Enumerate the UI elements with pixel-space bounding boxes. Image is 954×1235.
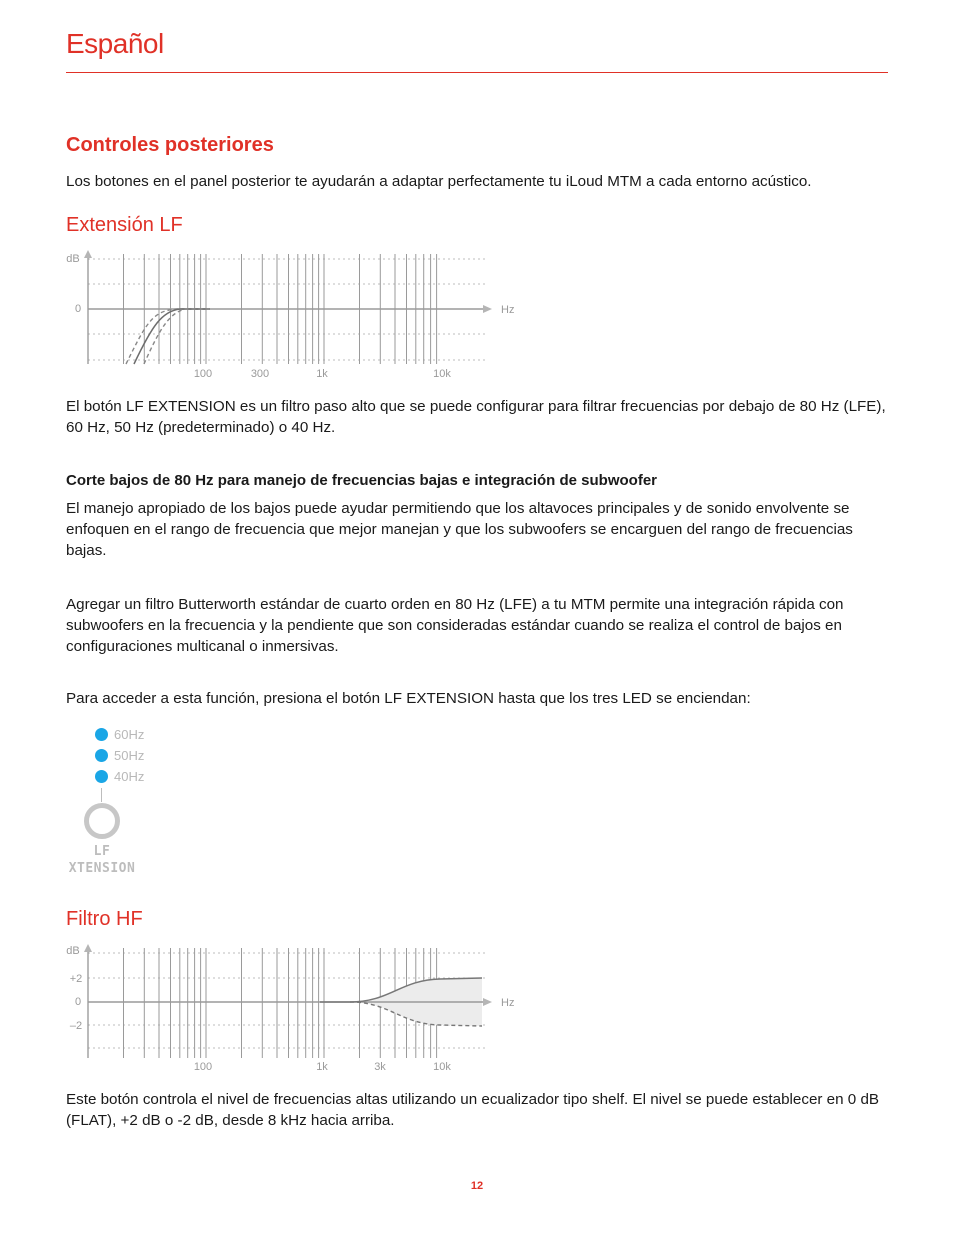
led-row — [95, 724, 144, 744]
lf-tick-label: 100 — [193, 368, 213, 380]
led-dot — [95, 728, 108, 741]
lf-x-unit: Hz — [501, 304, 515, 316]
knob-label-line-2: XTENSION — [68, 861, 136, 876]
led-label: 60Hz — [114, 726, 145, 742]
led-dot — [95, 770, 108, 783]
knob-label — [56, 843, 148, 877]
led-label: 50Hz — [114, 747, 145, 763]
header-divider — [66, 72, 888, 73]
page-number: 12 — [470, 1180, 484, 1192]
led-row — [95, 766, 144, 786]
hf-tick-label: 100 — [193, 1061, 213, 1073]
hf-plus-label: +2 — [69, 973, 83, 985]
section-title: Controles posteriores — [66, 134, 274, 156]
hf-y-label: dB — [66, 945, 80, 957]
knob-label-line-1: LF — [93, 844, 111, 859]
lf-tick-label: 10k — [433, 368, 451, 380]
led-indicator-group — [95, 724, 144, 786]
lf-extension-knob — [84, 803, 120, 839]
knob-connector-line — [101, 788, 102, 802]
page-language-title: Español — [66, 28, 164, 59]
lf-paragraph-3: Para acceder a esta función, presiona el botón LF EXTENSION hasta que los tres LED se enciendan: — [66, 690, 751, 707]
lf-zero-label: 0 — [74, 303, 82, 315]
led-label: 40Hz — [114, 768, 145, 784]
lf-subheading: Corte bajos de 80 Hz para manejo de frecuencias bajas e integración de subwoofer — [66, 472, 658, 489]
hf-x-unit: Hz — [501, 997, 515, 1009]
hf-x-axis-arrow — [483, 998, 492, 1006]
hf-minus-label: –2 — [69, 1020, 83, 1032]
lf-y-axis-arrow — [84, 250, 92, 258]
lf-tick-label: 1k — [316, 368, 328, 380]
lf-curve-solid — [134, 309, 210, 364]
lf-response-chart — [60, 244, 520, 384]
lf-description: El botón LF EXTENSION es un filtro paso alto que se puede configurar para filtrar frecuencias por debajo de 80 Hz (LFE), 60 Hz, 50 Hz (predeterminado) o 40 Hz. — [66, 398, 886, 436]
lf-extension-title: Extensión LF — [66, 214, 183, 236]
lf-tick-label: 300 — [250, 368, 270, 380]
hf-y-axis-arrow — [84, 944, 92, 952]
led-dot — [95, 749, 108, 762]
hf-description: Este botón controla el nivel de frecuencias altas utilizando un ecualizador tipo shelf. El nivel se puede establecer en 0 dB (FLAT), +2 dB o -2 dB, desde 8 kHz hacia arriba. — [66, 1091, 880, 1129]
hf-zero-label: 0 — [74, 996, 82, 1008]
lf-paragraph-2: Agregar un filtro Butterworth estándar de cuarto orden en 80 Hz (LFE) a tu MTM permite una integración rápida con subwoofers en la frecuencia y la pendiente que son consideradas estándar cuando se realiza el control de bajos en configuraciones multicanal o inmersivas. — [66, 596, 844, 655]
hf-tick-label: 1k — [316, 1061, 328, 1073]
hf-filter-title: Filtro HF — [66, 908, 143, 930]
lf-y-label: dB — [66, 253, 80, 265]
lf-x-axis-arrow — [483, 305, 492, 313]
hf-tick-label: 3k — [374, 1061, 386, 1073]
hf-tick-label: 10k — [433, 1061, 451, 1073]
led-row — [95, 745, 144, 765]
hf-response-chart — [60, 938, 520, 1078]
lf-paragraph-1: El manejo apropiado de los bajos puede ayudar permitiendo que los altavoces principales y de sonido envolvente se enfoquen en el rango de frecuencia que mejor manejan y que los subwoofers se encarguen del rango de frecuencias bajas. — [66, 500, 853, 559]
section-intro: Los botones en el panel posterior te ayudarán a adaptar perfectamente tu iLoud MTM a cada entorno acústico. — [66, 173, 812, 190]
